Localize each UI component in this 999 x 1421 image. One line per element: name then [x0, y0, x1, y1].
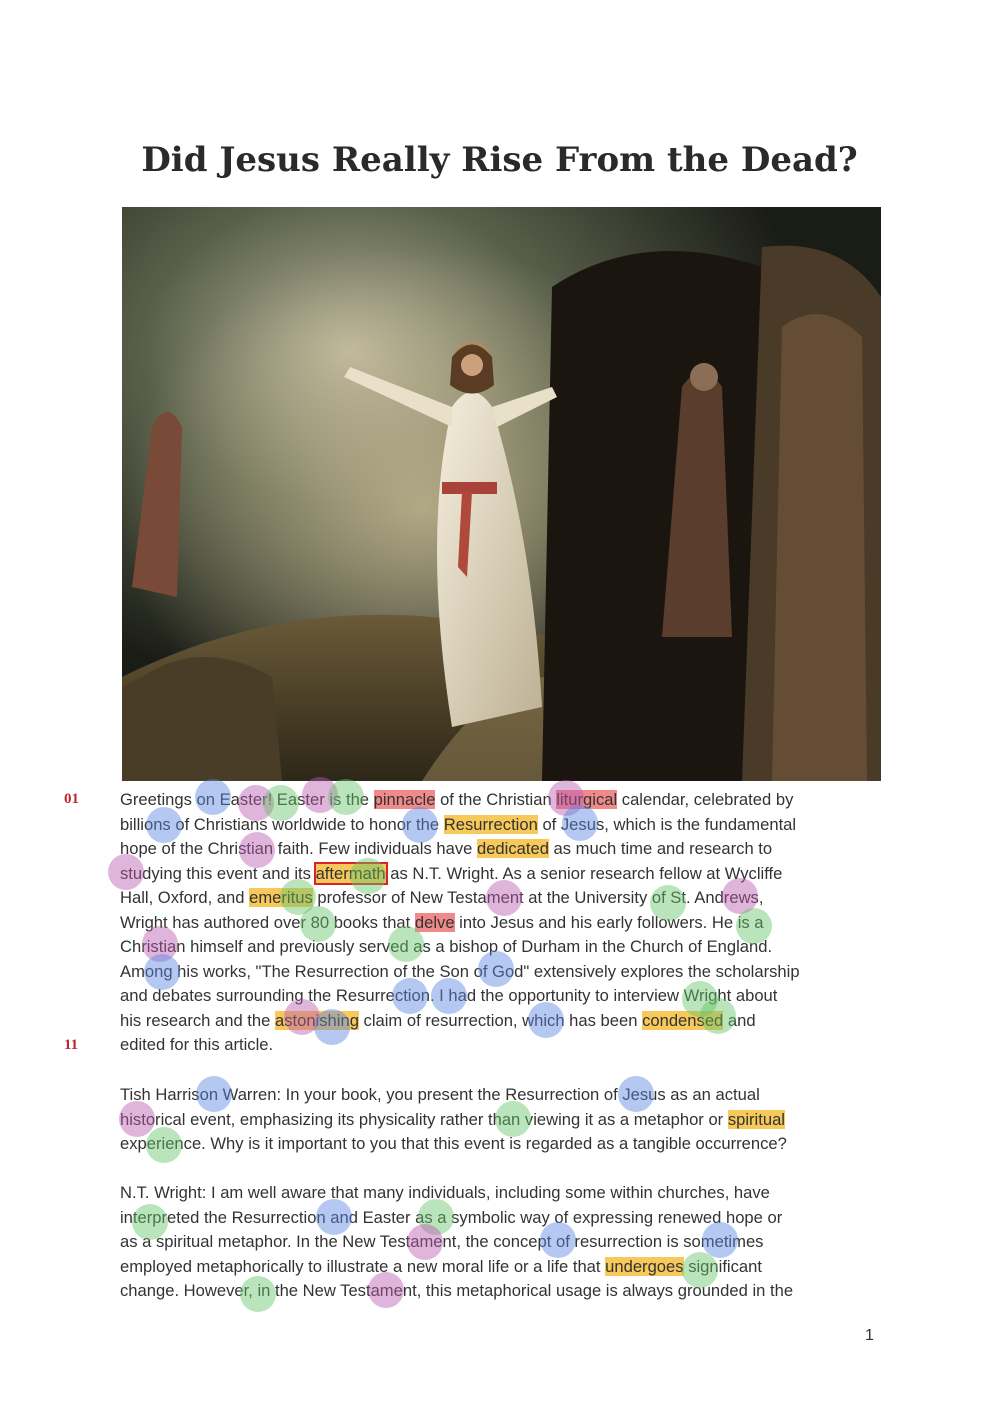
line-number-11: 11 [64, 1037, 79, 1053]
highlighted-word-red: liturgical [556, 790, 618, 809]
text-segment: Wright has authored over 80 books that [120, 912, 415, 932]
highlighted-word-yellow: condensed [642, 1010, 724, 1030]
article-paragraph-question [120, 1083, 890, 1157]
boxed-word: aftermath [315, 863, 386, 883]
text-segment: professor of New Testament at the University of St. Andrews, [312, 888, 764, 908]
line-number-01: 01 [64, 791, 79, 807]
highlighted-word-yellow: astonishing [274, 1010, 359, 1030]
text-line [120, 1132, 890, 1157]
article-paragraph-answer [120, 1181, 890, 1304]
text-segment: edited for this article. [120, 1035, 274, 1055]
text-segment: as N.T. Wright. As a senior research fellow at Wycliffe [385, 863, 783, 883]
highlighted-word-red: pinnacle [373, 790, 436, 809]
text-segment: hope of the Christian faith. Few individuals have [120, 839, 477, 859]
text-segment: historical event, emphasizing its physicality rather than viewing it as a metaphor or [120, 1109, 728, 1129]
highlighted-word-yellow: undergoes [605, 1256, 684, 1276]
highlighted-word-red: delve [414, 912, 455, 932]
text-segment: interpreted the Resurrection and Easter as a symbolic way of expressing renewed hope or [120, 1207, 783, 1227]
text-segment: N.T. Wright: I am well aware that many individuals, including some within churches, have [120, 1183, 770, 1202]
text-segment: Tish Harrison Warren: In your book, you present the Resurrection of Jesus as an actual [120, 1085, 760, 1104]
text-segment: employed metaphorically to illustrate a new moral life or a life that [120, 1256, 606, 1276]
text-segment: and [723, 1010, 756, 1030]
text-segment: calendar, celebrated by [617, 790, 794, 809]
text-segment: Hall, Oxford, and [120, 888, 250, 908]
text-line [120, 1255, 890, 1280]
text-segment: significant [683, 1256, 762, 1276]
text-segment: change. However, in the New Testament, this metaphorical usage is always grounded in the [120, 1281, 794, 1301]
text-segment: of the Christian [435, 790, 557, 809]
text-segment: as a spiritual metaphor. In the New Testament, the concept of resurrection is sometimes [120, 1232, 764, 1252]
text-segment: of Jesus, which is the fundamental [537, 814, 797, 834]
article-paragraph-intro [120, 788, 890, 1058]
text-line [120, 935, 890, 960]
page-title: Did Jesus Really Rise From the Dead? [141, 140, 858, 180]
text-line [120, 1206, 890, 1231]
highlighted-word-yellow: spiritual [727, 1109, 785, 1129]
text-segment: claim of resurrection, which has been [358, 1010, 643, 1030]
text-line [120, 1181, 890, 1206]
highlighted-word-yellow: Resurrection [443, 814, 538, 834]
text-line [120, 837, 890, 862]
text-line [120, 1083, 890, 1108]
text-segment: Greetings on Easter! Easter is the [120, 790, 374, 809]
text-line [120, 1230, 890, 1255]
page-number: 1 [865, 1327, 874, 1344]
text-line [120, 1009, 890, 1034]
text-line [120, 1033, 890, 1058]
text-line [120, 886, 890, 911]
text-segment: experience. Why is it important to you that this event is regarded as a tangible occurrence? [120, 1134, 787, 1154]
text-line [120, 984, 890, 1009]
text-segment: into Jesus and his early followers. He is a [454, 912, 764, 932]
text-segment: Christian himself and previously served as a bishop of Durham in the Church of England. [120, 937, 773, 957]
text-segment: Among his works, "The Resurrection of the Son of God" extensively explores the scholarship [120, 961, 800, 981]
text-segment: billions of Christians worldwide to honor the [120, 814, 444, 834]
text-line [120, 788, 890, 813]
highlighted-word-yellow: dedicated [476, 839, 549, 859]
resurrection-painting-image [122, 207, 881, 781]
highlighted-word-yellow: emeritus [249, 888, 313, 908]
text-segment: and debates surrounding the Resurrection. I had the opportunity to interview Wright about [120, 986, 778, 1006]
text-line [120, 862, 890, 887]
text-segment: as much time and research to [548, 839, 773, 859]
text-line [120, 813, 890, 838]
text-segment: studying this event and its [120, 863, 316, 883]
text-line [120, 1279, 890, 1304]
text-segment: his research and the [120, 1010, 275, 1030]
text-line [120, 960, 890, 985]
text-line [120, 911, 890, 936]
text-line [120, 1108, 890, 1133]
